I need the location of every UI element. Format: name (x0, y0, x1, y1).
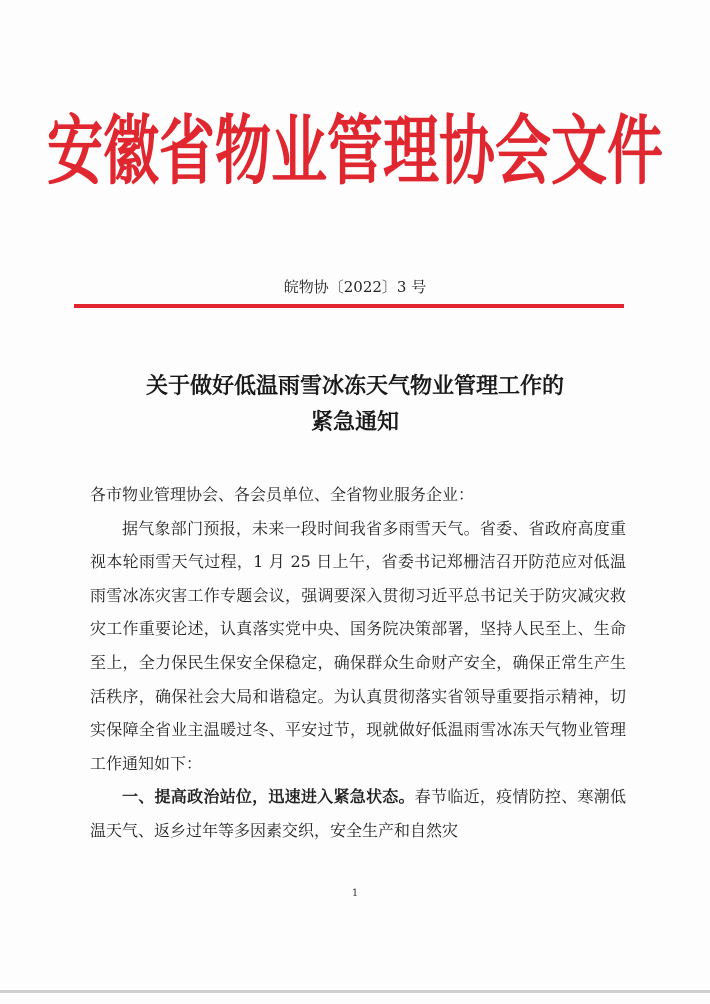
issuer-header-title: 安徽省物业管理协会文件 (47, 106, 663, 196)
section-1-text: 春节临近，疫情防控、寒潮低温天气、返乡过年等多因素交织，安全生产和自然灾 (90, 787, 626, 840)
notice-title (0, 368, 710, 440)
notice-title-line-1: 关于做好低温雨雪冰冻天气物业管理工作的 (145, 373, 564, 399)
body-paragraph-section-1 (90, 780, 626, 847)
notice-title-line-2: 紧急通知 (310, 409, 399, 435)
document-number: 皖物协〔2022〕3 号 (283, 278, 427, 296)
scan-edge-divider (0, 990, 710, 993)
body-paragraph-1: 据气象部门预报，未来一段时间我省多雨雪天气。省委、省政府高度重视本轮雨雪天气过程，1 月 25 日上午，省委书记郑栅洁召开防范应对低温雨雪冰冻灾害工作专题会议，强调要深入贯彻习近平总书记关于防灾减灾救灾工作重要论述，认真落实党中央、国务院决策部署，坚持人民至上、生命至上，全力保民生保安全保稳定，确保群众生命财产安全，确保正常生产生活秩序，确保社会大局和谐稳定。为认真贯彻落实省领导重要指示精神，切实保障全省业主温暖过冬、平安过节，现就做好低温雨雪冰冻天气物业管理工作通知如下： (90, 518, 626, 773)
red-separator-line (74, 304, 624, 308)
page-number: 1 (351, 888, 359, 899)
salutation: 各市物业管理协会、各会员单位、全省物业服务企业： (90, 485, 475, 504)
document-body (90, 478, 626, 848)
section-1-heading: 一、提高政治站位，迅速进入紧急状态。 (122, 787, 415, 807)
